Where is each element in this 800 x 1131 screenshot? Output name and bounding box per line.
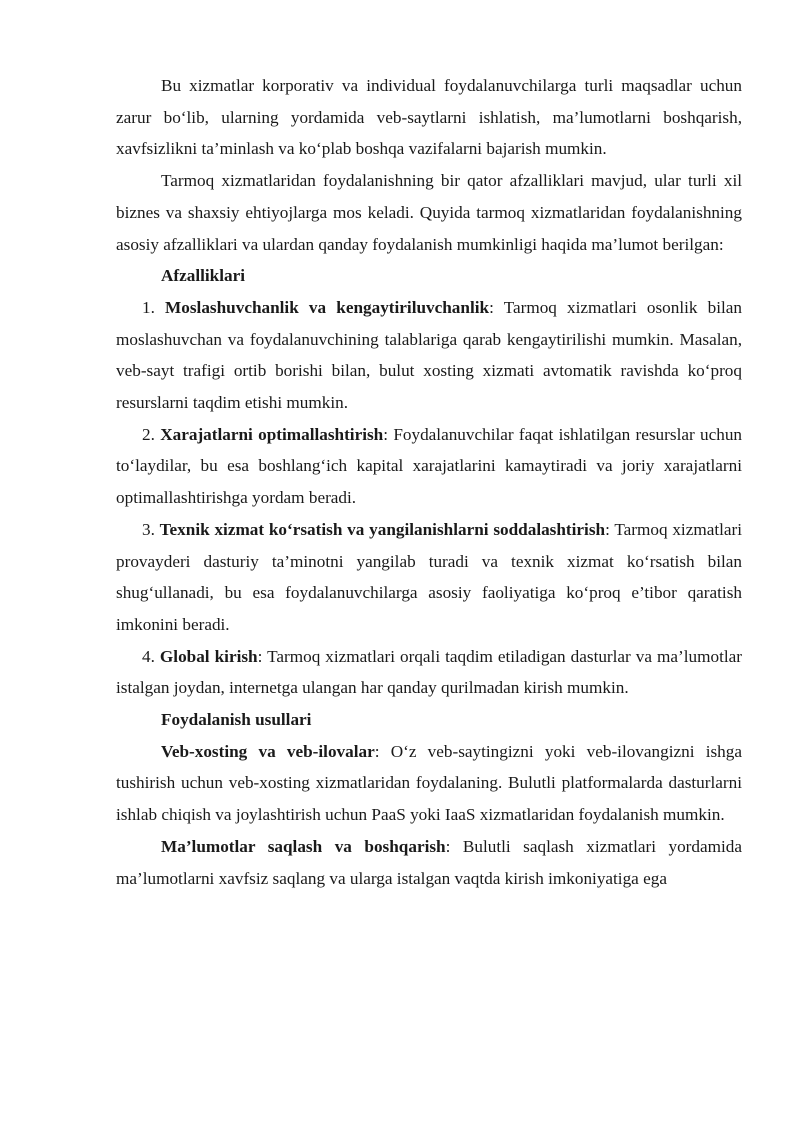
- usage-item: [116, 831, 742, 894]
- usage-term: Veb-xosting va veb-ilovalar: [161, 741, 375, 761]
- list-number: 3.: [142, 519, 155, 539]
- list-term: Moslashuvchanlik va kengaytiriluvchanlik: [165, 297, 490, 317]
- paragraph-intro: Bu xizmatlar korporativ va individual foydalanuvchilarga turli maqsadlar uchun zarur bo‘lib, ularning yordamida veb-saytlarni ishlatish, ma’lumotlarni boshqarish, xavfsizlikni ta’minlash va ko‘plab boshqa vazifalarni bajarish mumkin.: [116, 76, 742, 159]
- usage-text: : O‘z veb-saytingizni yoki veb-ilovangizni ishga tushirish uchun veb-xosting xizmatlaridan foydalaning. Bulutli platformalarda dasturlarni ishlab chiqish va joylashtirish uchun PaaS yoki IaaS xizmatlaridan foydalanish mumkin.: [116, 741, 742, 825]
- list-number: 1.: [142, 297, 155, 317]
- usage-item: [116, 736, 742, 831]
- usage-term: Ma’lumotlar saqlash va boshqarish: [161, 836, 446, 856]
- section-heading-advantages: Afzalliklari: [161, 266, 246, 286]
- list-item: [116, 419, 742, 514]
- list-item: [116, 514, 742, 641]
- list-text: : Tarmoq xizmatlari osonlik bilan moslashuvchan va foydalanuvchining talablariga qarab kengaytirilishi mumkin. Masalan, veb-sayt trafigi ortib borishi bilan, bulut xosting xizmati avtomatik ravishda ko‘proq resurslarni taqdim etishi mumkin.: [116, 297, 743, 413]
- list-text: : Tarmoq xizmatlari orqali taqdim etiladigan dasturlar va ma’lumotlar istalgan joydan, internetga ulangan har qanday qurilmadan kirish mumkin.: [116, 646, 743, 698]
- list-item: [116, 292, 742, 419]
- list-text: : Foydalanuvchilar faqat ishlatilgan resurslar uchun to‘laydilar, bu esa boshlang‘ich kapital xarajatlarini kamaytiradi va joriy xarajatlarni optimallashtirishga yordam beradi.: [116, 424, 743, 508]
- usage-text: : Bulutli saqlash xizmatlari yordamida ma’lumotlarni xavfsiz saqlang va ularga istalgan vaqtda kirish imkoniyatiga ega: [116, 836, 742, 888]
- list-number: 2.: [142, 424, 155, 444]
- paragraph-advantages-intro: Tarmoq xizmatlaridan foydalanishning bir qator afzalliklari mavjud, ular turli xil biznes va shaxsiy ehtiyojlarga mos keladi. Quyida tarmoq xizmatlaridan foydalanishning asosiy afzalliklari va ulardan qanday foydalanish mumkinligi haqida ma’lumot berilgan:: [116, 171, 742, 254]
- list-term: Texnik xizmat ko‘rsatish va yangilanishlarni soddalashtirish: [159, 519, 606, 539]
- section-heading-usage: Foydalanish usullari: [161, 710, 312, 730]
- list-term: Global kirish: [159, 646, 258, 666]
- list-text: : Tarmoq xizmatlari provayderi dasturiy ta’minotni yangilab turadi va texnik xizmat ko‘rsatish bilan shug‘ullanadi, bu esa foydalanuvchilarga asosiy faoliyatiga ko‘proq e’tibor qaratish imkonini beradi.: [116, 519, 742, 634]
- list-number: 4.: [142, 646, 155, 666]
- list-item: [116, 641, 742, 704]
- list-term: Xarajatlarni optimallashtirish: [160, 424, 384, 444]
- document-page: [116, 70, 742, 894]
